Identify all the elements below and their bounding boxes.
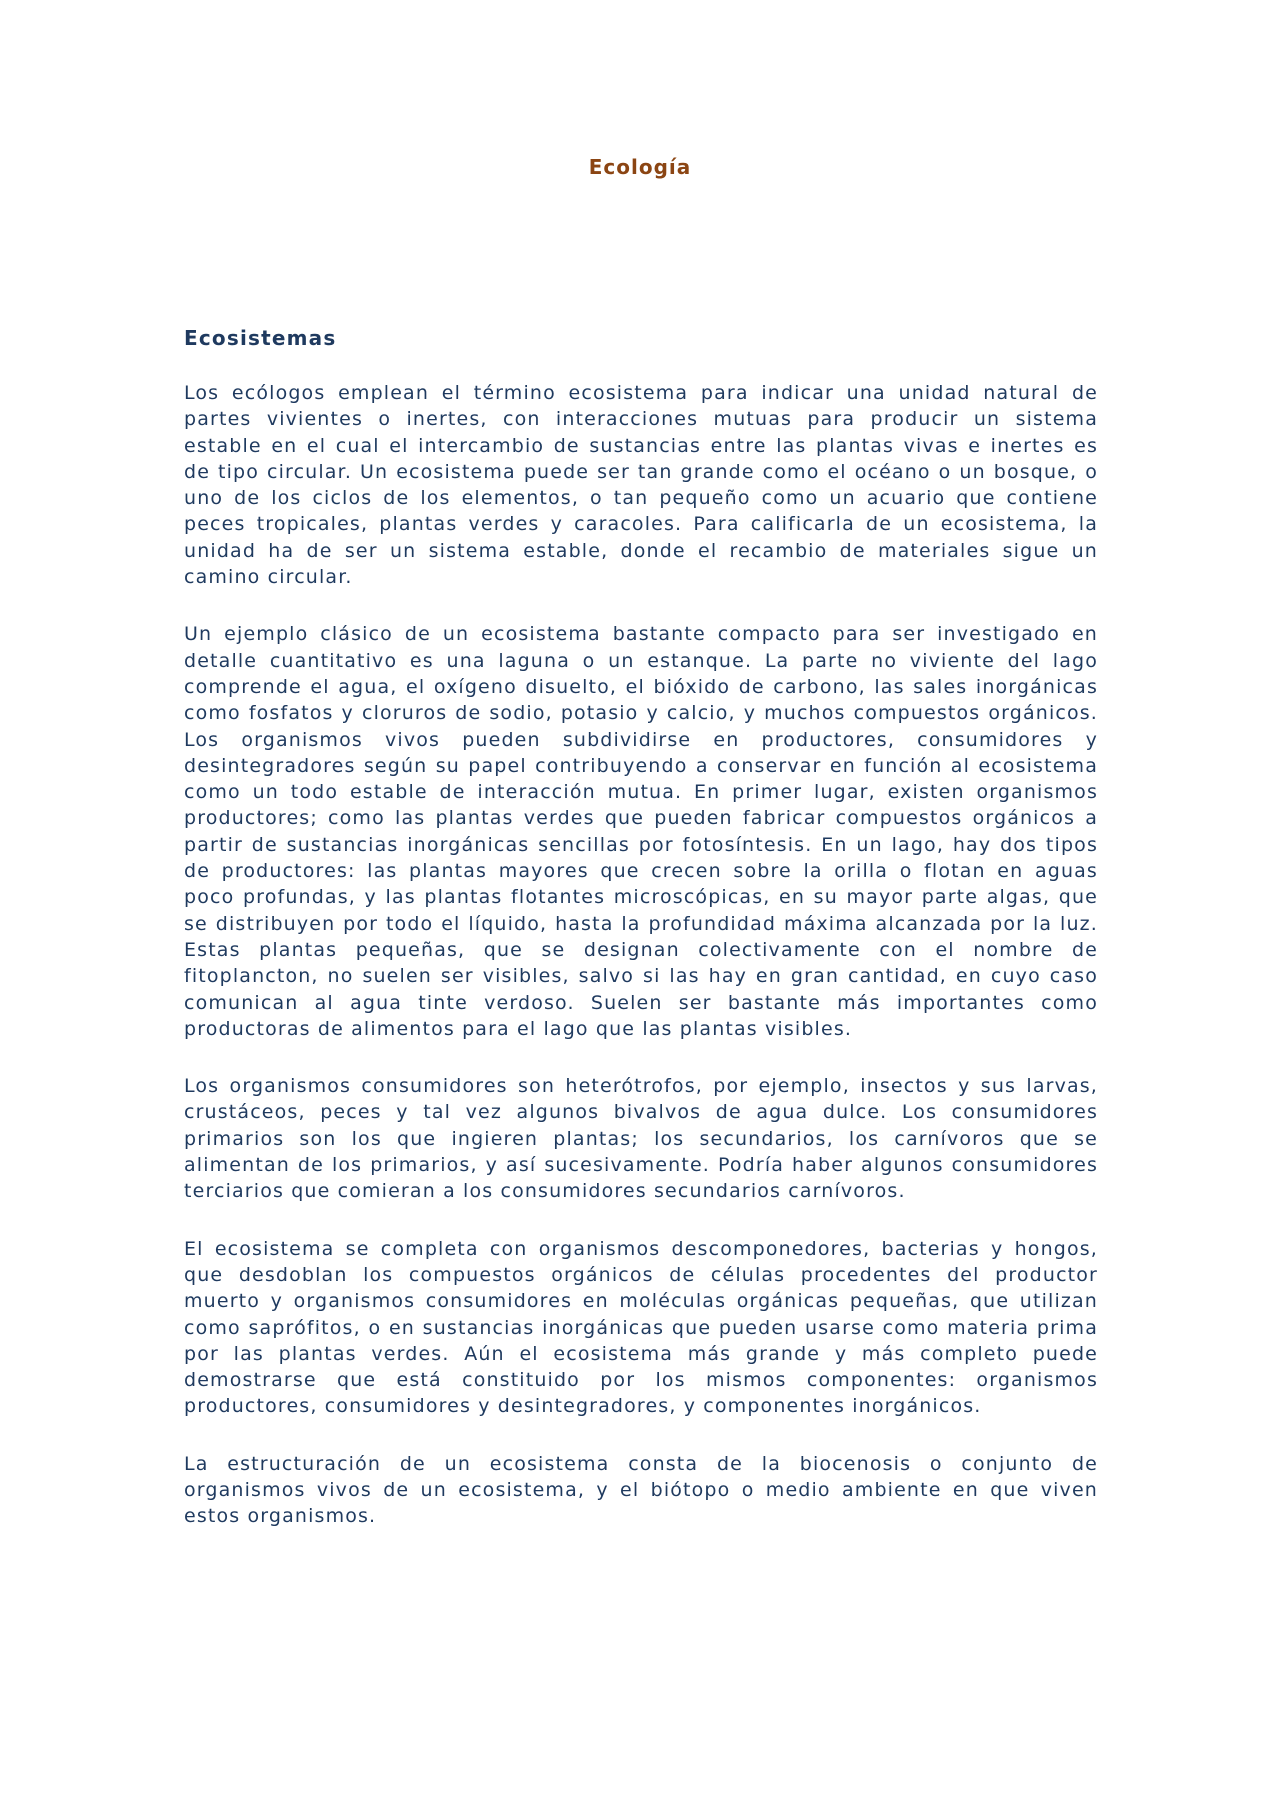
- document-body: [184, 326, 1098, 1561]
- section-heading: Ecosistemas: [184, 326, 337, 350]
- paragraph-structure: La estructuración de un ecosistema consta de la biocenosis o conjunto de organismos vivos de un ecosistema, y el biótopo o medio ambiente en que viven estos organismos.: [184, 1452, 1098, 1528]
- paragraph-ecosystem-definition: Los ecólogos emplean el término ecosistema para indicar una unidad natural de partes vivientes o inertes, con interacciones mutuas para producir un sistema estable en el cual el intercambio de sustancias entre las plantas vivas e inertes es de tipo circular. Un ecosistema puede ser tan grande como el océano o un bosque, o uno de los ciclos de los elementos, o tan pequeño como un acuario que contiene peces tropicales, plantas verdes y caracoles. Para calificarla de un ecosistema, la unidad ha de ser un sistema estable, donde el recambio de materiales sigue un camino circular.: [184, 382, 1098, 589]
- paragraph-consumers: Los organismos consumidores son heterótrofos, por ejemplo, insectos y sus larvas, crustáceos, peces y tal vez algunos bivalvos de agua dulce. Los consumidores primarios son los que ingieren plantas; los secundarios, los carnívoros que se alimentan de los primarios, y así sucesivamente. Podría haber algunos consumidores terciarios que comieran a los consumidores secundarios carnívoros.: [184, 1075, 1098, 1203]
- document-title: Ecología: [588, 155, 692, 179]
- paragraph-pond-example: Un ejemplo clásico de un ecosistema bastante compacto para ser investigado en detalle cuantitativo es una laguna o un estanque. La parte no viviente del lago comprende el agua, el oxígeno disuelto, el bióxido de carbono, las sales inorgánicas como fosfatos y cloruros de sodio, potasio y calcio, y muchos compuestos orgánicos. Los organismos vivos pueden subdividirse en productores, consumidores y desintegradores según su papel contribuyendo a conservar en función al ecosistema como un todo estable de interacción mutua. En primer lugar, existen organismos productores; como las plantas verdes que pueden fabricar compuestos orgánicos a partir de sustancias inorgánicas sencillas por fotosíntesis. En un lago, hay dos tipos de productores: las plantas mayores que crecen sobre la orilla o flotan en aguas poco profundas, y las plantas flotantes microscópicas, en su mayor parte algas, que se distribuyen por todo el líquido, hasta la profundidad máxima alcanzada por la luz. Estas plantas pequeñas, que se designan colectivamente con el nombre de fitoplancton, no suelen ser visibles, salvo si las hay en gran cantidad, en cuyo caso comunican al agua tinte verdoso. Suelen ser bastante más importantes como productoras de alimentos para el lago que las plantas visibles.: [184, 623, 1098, 1040]
- paragraph-decomposers: El ecosistema se completa con organismos descomponedores, bacterias y hongos, que desdoblan los compuestos orgánicos de células procedentes del productor muerto y organismos consumidores en moléculas orgánicas pequeñas, que utilizan como saprófitos, o en sustancias inorgánicas que pueden usarse como materia prima por las plantas verdes. Aún el ecosistema más grande y más completo puede demostrarse que está constituido por los mismos componentes: organismos productores, consumidores y desintegradores, y componentes inorgánicos.: [184, 1237, 1098, 1418]
